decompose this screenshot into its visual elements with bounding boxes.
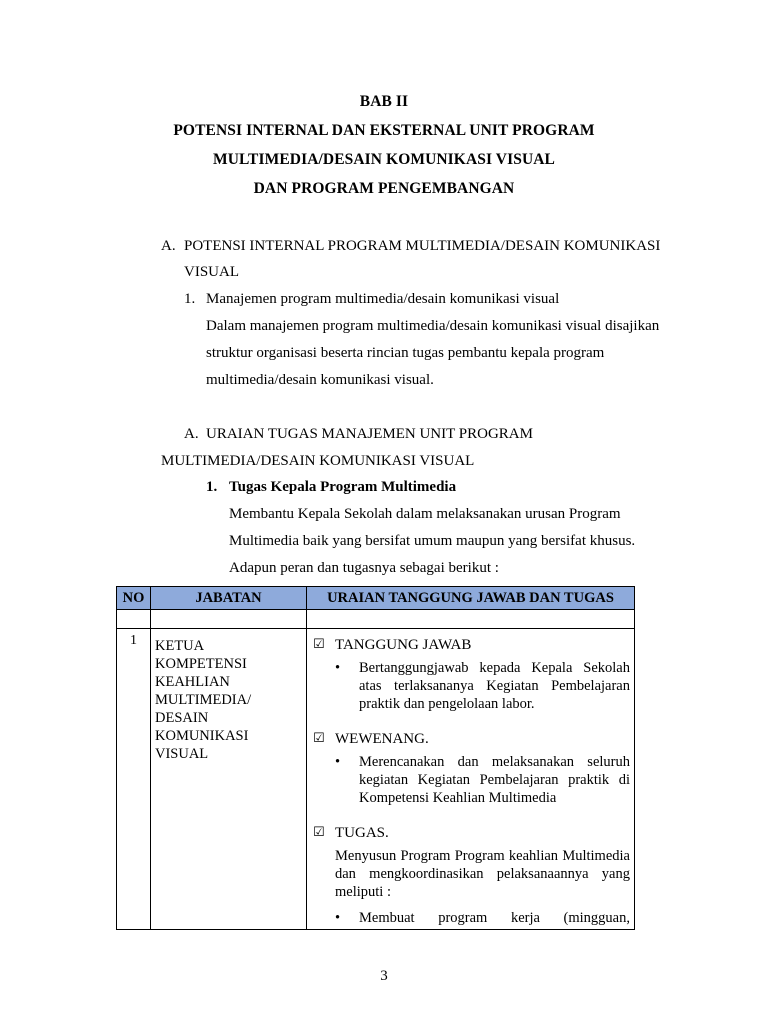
page-number: 3 [380, 968, 388, 984]
chapter-title-line-1: POTENSI INTERNAL DAN EKSTERNAL UNIT PROGRAM [173, 122, 595, 139]
section-b-item-1-body-line-2: Multimedia baik yang bersifat umum maupun yang bersifat khusus. [229, 533, 636, 549]
wewenang-heading [313, 729, 630, 749]
jabatan-line: KOMPETENSI [155, 656, 247, 672]
section-b-item-1-body-line-1: Membantu Kepala Sekolah dalam melaksanakan urusan Program [229, 506, 621, 522]
bullet-icon: • [335, 910, 341, 926]
checked-box-icon: ☑ [313, 731, 325, 746]
jabatan-line: DESAIN [155, 710, 209, 726]
table-header-row [117, 587, 635, 610]
section-a-item-1-marker: 1. [184, 291, 196, 307]
section-label: TANGGUNG JAWAB [335, 637, 472, 653]
tugas-heading [313, 823, 630, 843]
section-b-title-line-2: MULTIMEDIA/DESAIN KOMUNIKASI VISUAL [161, 453, 475, 469]
jabatan-line: MULTIMEDIA/ [155, 692, 252, 708]
checked-box-icon: ☑ [313, 825, 325, 840]
chapter-title-line-3: DAN PROGRAM PENGEMBANGAN [253, 180, 515, 197]
spacer-cell [117, 610, 151, 629]
table-spacer-row [117, 610, 635, 629]
bullet-icon: • [335, 660, 341, 676]
section-a-marker: A. [161, 238, 176, 254]
section-b-item-1-body-line-3: Adapun peran dan tugasnya sebagai berikut : [229, 560, 499, 576]
tanggung-jawab-heading [313, 635, 630, 655]
list-item [335, 909, 630, 927]
jabatan-line: VISUAL [155, 746, 209, 762]
jabatan-line: KEAHLIAN [155, 674, 230, 690]
section-b-marker: A. [184, 426, 199, 442]
bullet-text: Merencanakan dan melaksanakan seluruh kegiatan Kegiatan Pembelajaran praktik di Kompetensi Keahlian Multimedia [359, 754, 630, 806]
chapter-number: BAB II [359, 93, 409, 110]
spacer-cell [151, 610, 307, 629]
list-item [335, 659, 630, 713]
spacer-cell [307, 610, 635, 629]
table-row [117, 629, 635, 930]
bullet-text: Bertanggungjawab kepada Kepala Sekolah atas terlaksananya Kegiatan Pembelajaran praktik dan pengelolaan labor. [359, 660, 630, 712]
section-b-item-1-title: Tugas Kepala Program Multimedia [229, 479, 457, 495]
section-a-item-1-body-line-3: multimedia/desain komunikasi visual. [206, 372, 434, 388]
tugas-paragraph: Menyusun Program Program keahlian Multimedia dan mengkoordinasikan pelaksanaannya yang meliputi : [335, 848, 630, 900]
section-a-title-line-2: VISUAL [184, 264, 239, 280]
section-a-item-1-body-line-1: Dalam manajemen program multimedia/desain komunikasi visual disajikan [206, 318, 660, 334]
bullet-text: Membuat program kerja (mingguan, [359, 910, 630, 926]
chapter-title-line-2: MULTIMEDIA/DESAIN KOMUNIKASI VISUAL [213, 151, 555, 168]
jabatan-cell [151, 629, 307, 930]
jabatan-line: KOMUNIKASI [155, 728, 249, 744]
bullet-icon: • [335, 754, 341, 770]
header-uraian: URAIAN TANGGUNG JAWAB DAN TUGAS [307, 587, 635, 610]
section-a-item-1-title: Manajemen program multimedia/desain komunikasi visual [206, 291, 560, 307]
row-number: 1 [117, 629, 151, 930]
header-jabatan: JABATAN [151, 587, 307, 610]
checked-box-icon: ☑ [313, 637, 325, 652]
section-b-title-line-1: URAIAN TUGAS MANAJEMEN UNIT PROGRAM [206, 426, 533, 442]
uraian-cell [307, 629, 635, 930]
section-label: TUGAS. [335, 825, 389, 841]
section-label: WEWENANG. [335, 731, 429, 747]
section-a-item-1-body-line-2: struktur organisasi beserta rincian tugas pembantu kepala program [206, 345, 605, 361]
jabatan-line: KETUA [155, 638, 205, 654]
section-b-item-1-marker: 1. [206, 479, 218, 495]
section-a-title-line-1: POTENSI INTERNAL PROGRAM MULTIMEDIA/DESAIN KOMUNIKASI [184, 238, 661, 254]
duties-table [116, 586, 635, 930]
list-item [335, 753, 630, 807]
header-no: NO [117, 587, 151, 610]
